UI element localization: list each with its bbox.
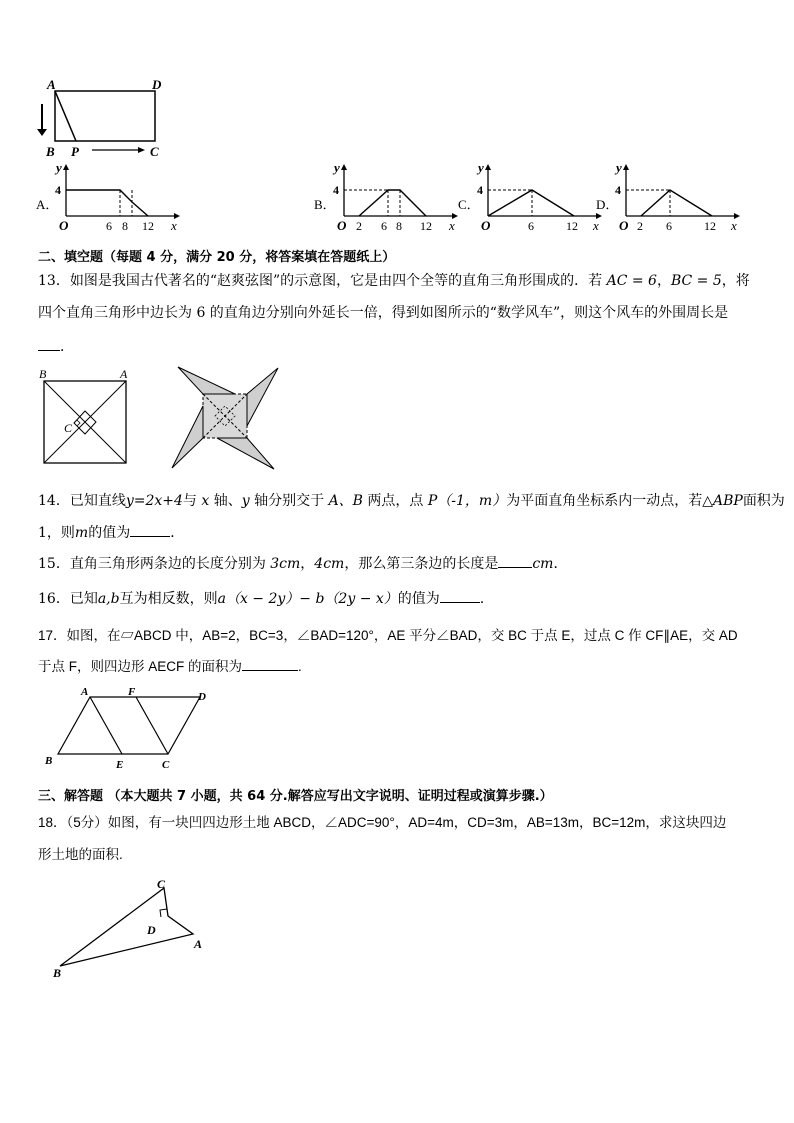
q18-line2: 形土地的面积. xyxy=(38,847,123,862)
q13-line2: 四个直角三角形中边长为 6 的直角边分别向外延长一倍，得到如图所示的“数学风车”，则这个风车的外围周长是 xyxy=(38,305,729,321)
x-label: x xyxy=(449,218,455,233)
label-A: A xyxy=(81,686,89,698)
section-2-heading: 二、填空题（每题 4 分，满分 20 分，将答案填在答题纸上） xyxy=(38,250,396,265)
answer-blank[interactable] xyxy=(130,522,170,537)
x-tick-6: 6 xyxy=(528,219,534,233)
option-c-graph xyxy=(477,160,605,235)
answer-blank[interactable] xyxy=(440,588,480,603)
origin: O xyxy=(337,218,347,233)
x-tick-8: 8 xyxy=(396,219,402,233)
q15-line: 15．直角三角形两条边的长度分别为 3cm，4cm，那么第三条边的长度是 cm． xyxy=(38,553,567,573)
q17-line2: 于点 F，则四边形 AECF 的面积为 . xyxy=(38,655,302,675)
y-tick-4: 4 xyxy=(615,183,621,197)
q13-line3: ． xyxy=(38,336,74,356)
x-label: x xyxy=(593,218,599,233)
section-3-heading: 三、解答题 （本大题共 7 小题，共 64 分.解答应写出文字说明、证明过程或演算步骤.） xyxy=(38,789,553,804)
x-tick-12: 12 xyxy=(566,219,578,233)
label-B: B xyxy=(46,144,55,159)
option-d-graph xyxy=(615,160,743,235)
answer-blank[interactable] xyxy=(242,656,298,671)
x-tick-12: 12 xyxy=(420,219,432,233)
label-A: A xyxy=(194,937,203,951)
y-tick-4: 4 xyxy=(55,183,61,197)
y-label: y xyxy=(478,160,484,175)
origin: O xyxy=(481,218,491,233)
option-c-letter: C． xyxy=(458,197,480,212)
label-A: A xyxy=(47,77,56,92)
option-d-letter: D． xyxy=(596,197,619,212)
label-D: D xyxy=(198,691,206,703)
q13-line1: 13．如图是我国古代著名的“赵爽弦图”的示意图，它是由四个全等的直角三角形围成的．若 AC = 6，BC = 5，将 xyxy=(38,273,750,289)
label-B: B xyxy=(45,755,53,767)
x-tick-2: 2 xyxy=(637,219,643,233)
pinwheel-figure xyxy=(165,362,285,474)
option-a-graph xyxy=(55,160,183,235)
option-a-letter: A． xyxy=(36,197,59,212)
x-tick-8: 8 xyxy=(122,219,128,233)
origin: O xyxy=(619,218,629,233)
answer-blank[interactable] xyxy=(38,336,60,351)
answer-blank[interactable] xyxy=(498,553,532,568)
zhao-shuang-figure xyxy=(36,366,136,470)
x-label: x xyxy=(171,218,177,233)
parallelogram-figure xyxy=(40,684,220,770)
y-label: y xyxy=(334,160,340,175)
label-D: D xyxy=(152,77,162,92)
x-tick-6: 6 xyxy=(381,219,387,233)
label-E: E xyxy=(116,759,124,771)
label-F: F xyxy=(128,686,136,698)
label-B: B xyxy=(39,367,47,381)
q17-line1: 17．如图，在▱ABCD 中，AB=2，BC=3，∠BAD=120°，AE 平分∠BAD，交 BC 于点 E，过点 C 作 CF∥AE，交 AD xyxy=(38,628,738,643)
q18-line1: 18．（5分）如图，有一块凹四边形土地 ABCD，∠ADC=90°，AD=4m，CD=3m，AB=13m，BC=12m，求这块四边 xyxy=(38,815,727,830)
x-tick-12: 12 xyxy=(142,219,154,233)
origin: O xyxy=(59,218,69,233)
label-P: P xyxy=(71,144,79,159)
x-label: x xyxy=(731,218,737,233)
y-label: y xyxy=(616,160,622,175)
label-B: B xyxy=(53,966,62,980)
label-C: C xyxy=(162,759,170,771)
y-tick-4: 4 xyxy=(477,183,483,197)
concave-quadrilateral-figure xyxy=(48,876,218,980)
rectangle-figure xyxy=(30,74,180,160)
option-b-graph xyxy=(333,160,461,235)
y-tick-4: 4 xyxy=(333,183,339,197)
label-C: C xyxy=(64,421,73,435)
label-D: D xyxy=(147,923,156,937)
q14-line2: 1，则m的值为 ． xyxy=(38,522,184,542)
label-A: A xyxy=(120,367,128,381)
option-b-letter: B． xyxy=(314,197,336,212)
x-tick-12: 12 xyxy=(704,219,716,233)
q16-line: 16．已知a,b互为相反数，则a（x − 2y）− b（2y − x）的值为 . xyxy=(38,588,484,608)
x-tick-6: 6 xyxy=(106,219,112,233)
x-tick-6: 6 xyxy=(666,219,672,233)
label-C: C xyxy=(157,877,166,891)
y-label: y xyxy=(56,160,62,175)
x-tick-2: 2 xyxy=(356,219,362,233)
label-C: C xyxy=(150,144,159,159)
q14-line1: 14．已知直线y=2x+4与 x 轴、y 轴分别交于 A、B 两点，点 P（-1，m）为平面直角坐标系内一动点，若△ABP面积为 xyxy=(38,493,785,509)
